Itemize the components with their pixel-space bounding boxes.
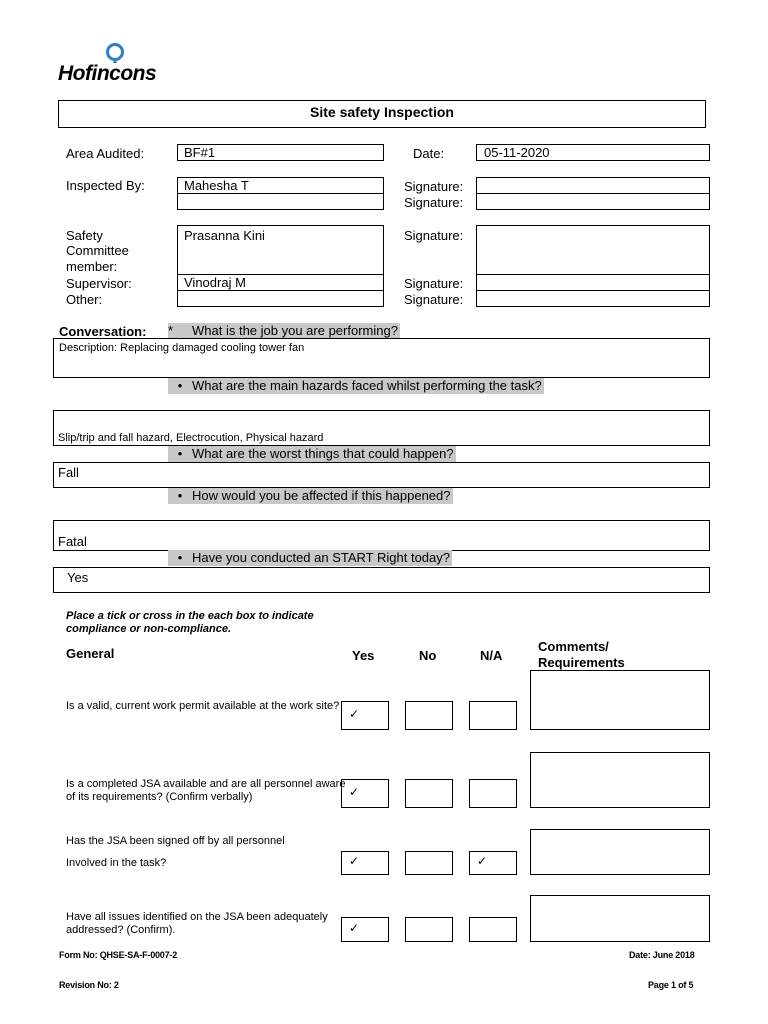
safety-committee-label-3: member: bbox=[66, 259, 118, 274]
answer-5: Yes bbox=[67, 570, 89, 585]
signature-label-5: Signature: bbox=[404, 292, 464, 307]
company-name: Hofincons bbox=[58, 62, 157, 85]
footer-date: Date: June 2018 bbox=[629, 950, 695, 960]
safety-committee-label-1: Safety bbox=[66, 228, 103, 243]
inspected-by-value: Mahesha T bbox=[184, 178, 249, 193]
other-field[interactable] bbox=[177, 290, 384, 307]
area-audited-label: Area Audited: bbox=[66, 146, 145, 161]
col-na: N/A bbox=[480, 648, 503, 663]
col-yes: Yes bbox=[352, 648, 375, 663]
item-1-no-box[interactable] bbox=[405, 701, 453, 730]
item-2-na-box[interactable] bbox=[469, 779, 517, 808]
question-5-bullet: • bbox=[177, 550, 183, 565]
signature-label-3: Signature: bbox=[404, 228, 464, 243]
item-1-na-box[interactable] bbox=[469, 701, 517, 730]
item-4-yes-box[interactable]: ✓ bbox=[341, 917, 389, 942]
answer-3: Fall bbox=[58, 465, 79, 480]
date-value: 05-11-2020 bbox=[484, 145, 550, 160]
checklist-item-3-line-2: Involved in the task? bbox=[66, 857, 167, 869]
item-2-comments-box[interactable] bbox=[530, 752, 710, 808]
item-4-no-box[interactable] bbox=[405, 917, 453, 942]
footer-page: Page 1 of 5 bbox=[648, 980, 694, 990]
signature-field-5[interactable] bbox=[476, 290, 710, 307]
conversation-label: Conversation: bbox=[59, 324, 147, 339]
checklist-item-1: Is a valid, current work permit available at the work site? bbox=[66, 700, 340, 712]
date-label: Date: bbox=[413, 146, 445, 161]
question-4-text: How would you be affected if this happened? bbox=[192, 488, 451, 503]
instruction-line-2: compliance or non-compliance. bbox=[66, 623, 232, 635]
answer-5-box[interactable] bbox=[53, 567, 710, 593]
question-1-bullet: * bbox=[168, 323, 174, 338]
col-comments-1: Comments/ bbox=[538, 639, 609, 654]
item-3-na-box[interactable]: ✓ bbox=[469, 851, 517, 875]
inspected-by-label: Inspected By: bbox=[66, 178, 145, 193]
question-5-text: Have you conducted an START Right today? bbox=[192, 550, 450, 565]
col-no: No bbox=[419, 648, 437, 663]
signature-field-2[interactable] bbox=[476, 193, 710, 210]
question-3-bullet: • bbox=[177, 446, 183, 461]
answer-4-box[interactable] bbox=[53, 520, 710, 551]
question-2 bbox=[168, 378, 544, 394]
logo-mark-icon bbox=[104, 42, 126, 64]
safety-committee-value: Prasanna Kini bbox=[184, 228, 265, 243]
instruction-line-1: Place a tick or cross in the each box to indicate bbox=[66, 610, 314, 622]
section-general: General bbox=[66, 646, 115, 661]
signature-label-4: Signature: bbox=[404, 276, 464, 291]
checklist-item-2: Is a completed JSA available and are all personnel aware of its requirements? (Confirm verbally) bbox=[66, 778, 346, 803]
signature-field-1[interactable] bbox=[476, 177, 710, 194]
item-1-comments-box[interactable] bbox=[530, 670, 710, 730]
supervisor-label: Supervisor: bbox=[66, 276, 132, 291]
answer-1: Description: Replacing damaged cooling tower fan bbox=[59, 342, 305, 354]
inspected-by-field-2[interactable] bbox=[177, 193, 384, 210]
question-3 bbox=[168, 446, 456, 462]
answer-2: Slip/trip and fall hazard, Electrocution, Physical hazard bbox=[58, 432, 324, 444]
answer-4: Fatal bbox=[58, 534, 87, 549]
col-comments-2: Requirements bbox=[538, 655, 625, 670]
form-title: Site safety Inspection bbox=[310, 104, 454, 120]
question-4 bbox=[168, 488, 453, 504]
checklist-item-3-line-1: Has the JSA been signed off by all personnel bbox=[66, 835, 285, 847]
item-1-yes-box[interactable]: ✓ bbox=[341, 701, 389, 730]
item-4-comments-box[interactable] bbox=[530, 895, 710, 942]
item-3-no-box[interactable] bbox=[405, 851, 453, 875]
signature-field-4[interactable] bbox=[476, 274, 710, 291]
item-2-yes-box[interactable]: ✓ bbox=[341, 779, 389, 808]
item-3-yes-box[interactable]: ✓ bbox=[341, 851, 389, 875]
item-4-na-box[interactable] bbox=[469, 917, 517, 942]
question-1-text: What is the job you are performing? bbox=[192, 323, 398, 338]
item-2-no-box[interactable] bbox=[405, 779, 453, 808]
question-5 bbox=[168, 550, 452, 566]
question-3-text: What are the worst things that could happen? bbox=[192, 446, 454, 461]
footer-revision: Revision No: 2 bbox=[59, 980, 119, 990]
checklist-item-4: Have all issues identified on the JSA been adequately addressed? (Confirm). bbox=[66, 911, 328, 936]
safety-committee-label-2: Committee bbox=[66, 243, 129, 258]
footer-form-no: Form No: QHSE-SA-F-0007-2 bbox=[59, 950, 178, 960]
question-2-bullet: • bbox=[177, 378, 183, 393]
question-4-bullet: • bbox=[177, 488, 183, 503]
signature-field-3[interactable] bbox=[476, 225, 710, 275]
other-label: Other: bbox=[66, 292, 103, 307]
answer-3-box[interactable] bbox=[53, 462, 710, 488]
signature-label-2: Signature: bbox=[404, 195, 464, 210]
question-1 bbox=[168, 323, 400, 339]
company-logo bbox=[58, 42, 178, 86]
signature-label-1: Signature: bbox=[404, 179, 464, 194]
question-2-text: What are the main hazards faced whilst performing the task? bbox=[192, 378, 542, 393]
area-audited-value: BF#1 bbox=[184, 145, 216, 160]
item-3-comments-box[interactable] bbox=[530, 829, 710, 875]
supervisor-value: Vinodraj M bbox=[184, 275, 246, 290]
